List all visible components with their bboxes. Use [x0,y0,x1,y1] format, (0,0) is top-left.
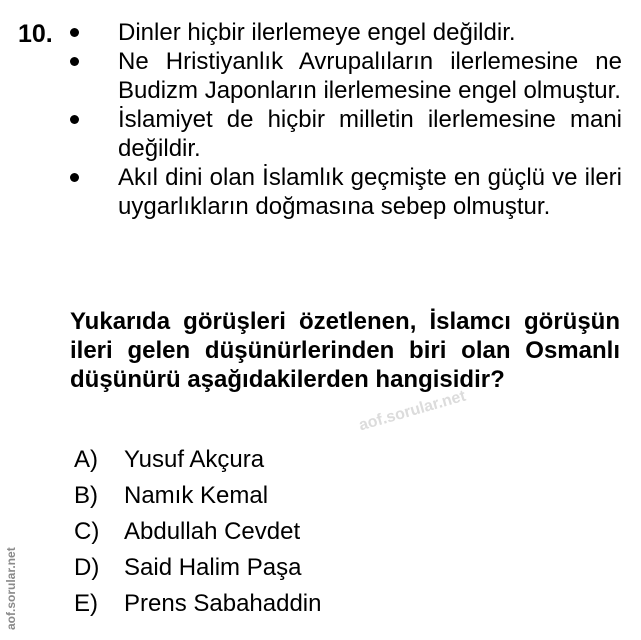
option-e[interactable] [74,586,321,622]
premise-text: Ne Hristiyanlık Avrupalıların ilerlemesine ne Budizm Japonların ilerlemesine engel olmuştur. [118,48,622,104]
premise-item [66,105,622,163]
option-text: Prens Sabahaddin [124,590,322,617]
premise-item [66,47,622,105]
option-letter: D) [74,554,100,581]
option-text: Namık Kemal [124,482,269,509]
option-text: Yusuf Akçura [124,446,265,473]
premise-item [66,163,622,221]
option-c[interactable] [74,514,321,550]
option-letter: B) [74,482,98,509]
question-stem: Yukarıda görüşleri özetlenen, İslamcı görüşün ileri gelen düşünürlerinden biri olan Osmanlı düşünürü aşağıdakilerden hangisidir? [70,308,620,393]
bullet-icon [70,115,79,124]
premise-text: Akıl dini olan İslamlık geçmişte en güçlü ve ileri uygarlıkların doğmasına sebep olmuştur. [118,164,622,220]
bullet-icon [70,28,79,37]
option-text: Abdullah Cevdet [124,518,301,545]
option-d[interactable] [74,550,321,586]
question-number: 10. [18,20,53,48]
premise-list [66,18,622,221]
option-letter: A) [74,446,98,473]
answer-options [74,442,321,622]
side-watermark: aof.sorular.net [4,547,18,630]
premise-text: Dinler hiçbir ilerlemeye engel değildir. [118,19,516,46]
premise-text: İslamiyet de hiçbir milletin ilerlemesine mani değildir. [118,106,622,162]
option-a[interactable] [74,442,321,478]
option-text: Said Halim Paşa [124,554,302,581]
watermark: aof.sorular.net [357,387,468,435]
option-letter: E) [74,590,98,617]
option-b[interactable] [74,478,321,514]
bullet-icon [70,57,79,66]
bullet-icon [70,173,79,182]
premise-item [66,18,622,47]
option-letter: C) [74,518,100,545]
